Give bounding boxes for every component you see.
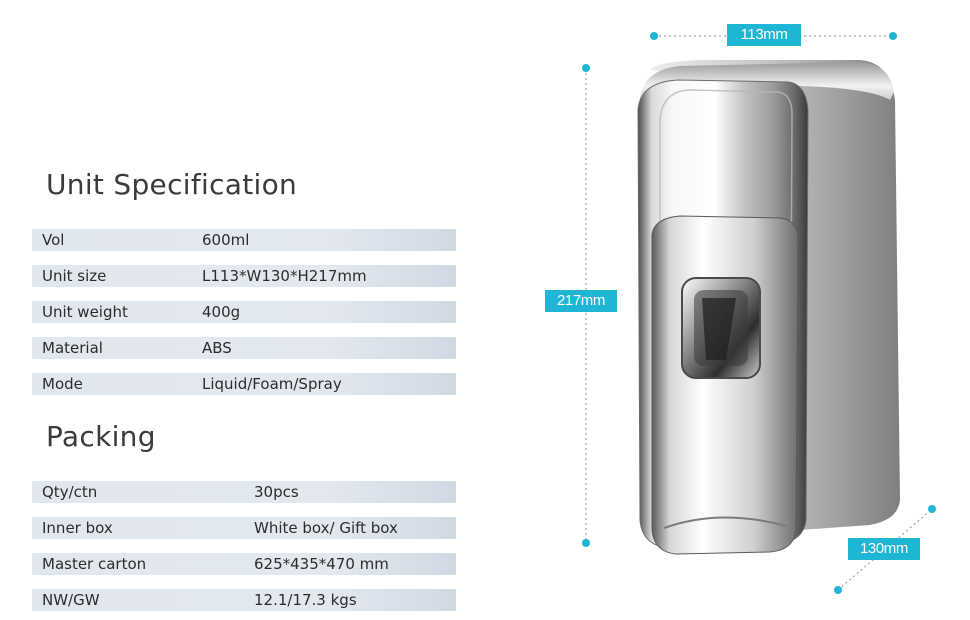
width-dimension-label: 113mm <box>727 24 801 46</box>
spec-value: Liquid/Foam/Spray <box>202 375 342 393</box>
spec-value: White box/ Gift box <box>254 519 398 537</box>
spec-value: 400g <box>202 303 241 321</box>
spec-label: Material <box>42 339 103 357</box>
packing-title: Packing <box>46 420 156 453</box>
spec-value: 30pcs <box>254 483 299 501</box>
spec-label: Mode <box>42 375 83 393</box>
spec-label: Inner box <box>42 519 113 537</box>
spec-label: Qty/ctn <box>42 483 98 501</box>
depth-dimension-label: 130mm <box>848 538 920 560</box>
spec-label: Master carton <box>42 555 147 573</box>
height-dimension-label: 217mm <box>545 290 617 312</box>
spec-value: 12.1/17.3 kgs <box>254 591 357 609</box>
spec-value: 625*435*470 mm <box>254 555 389 573</box>
spec-value: ABS <box>202 339 232 357</box>
spec-label: Vol <box>42 231 65 249</box>
spec-label: Unit size <box>42 267 107 285</box>
spec-value: L113*W130*H217mm <box>202 267 367 285</box>
unit-spec-title: Unit Specification <box>46 168 298 201</box>
soap-dispenser-icon <box>560 30 970 620</box>
spec-label: Unit weight <box>42 303 128 321</box>
spec-value: 600ml <box>202 231 250 249</box>
spec-label: NW/GW <box>42 591 100 609</box>
